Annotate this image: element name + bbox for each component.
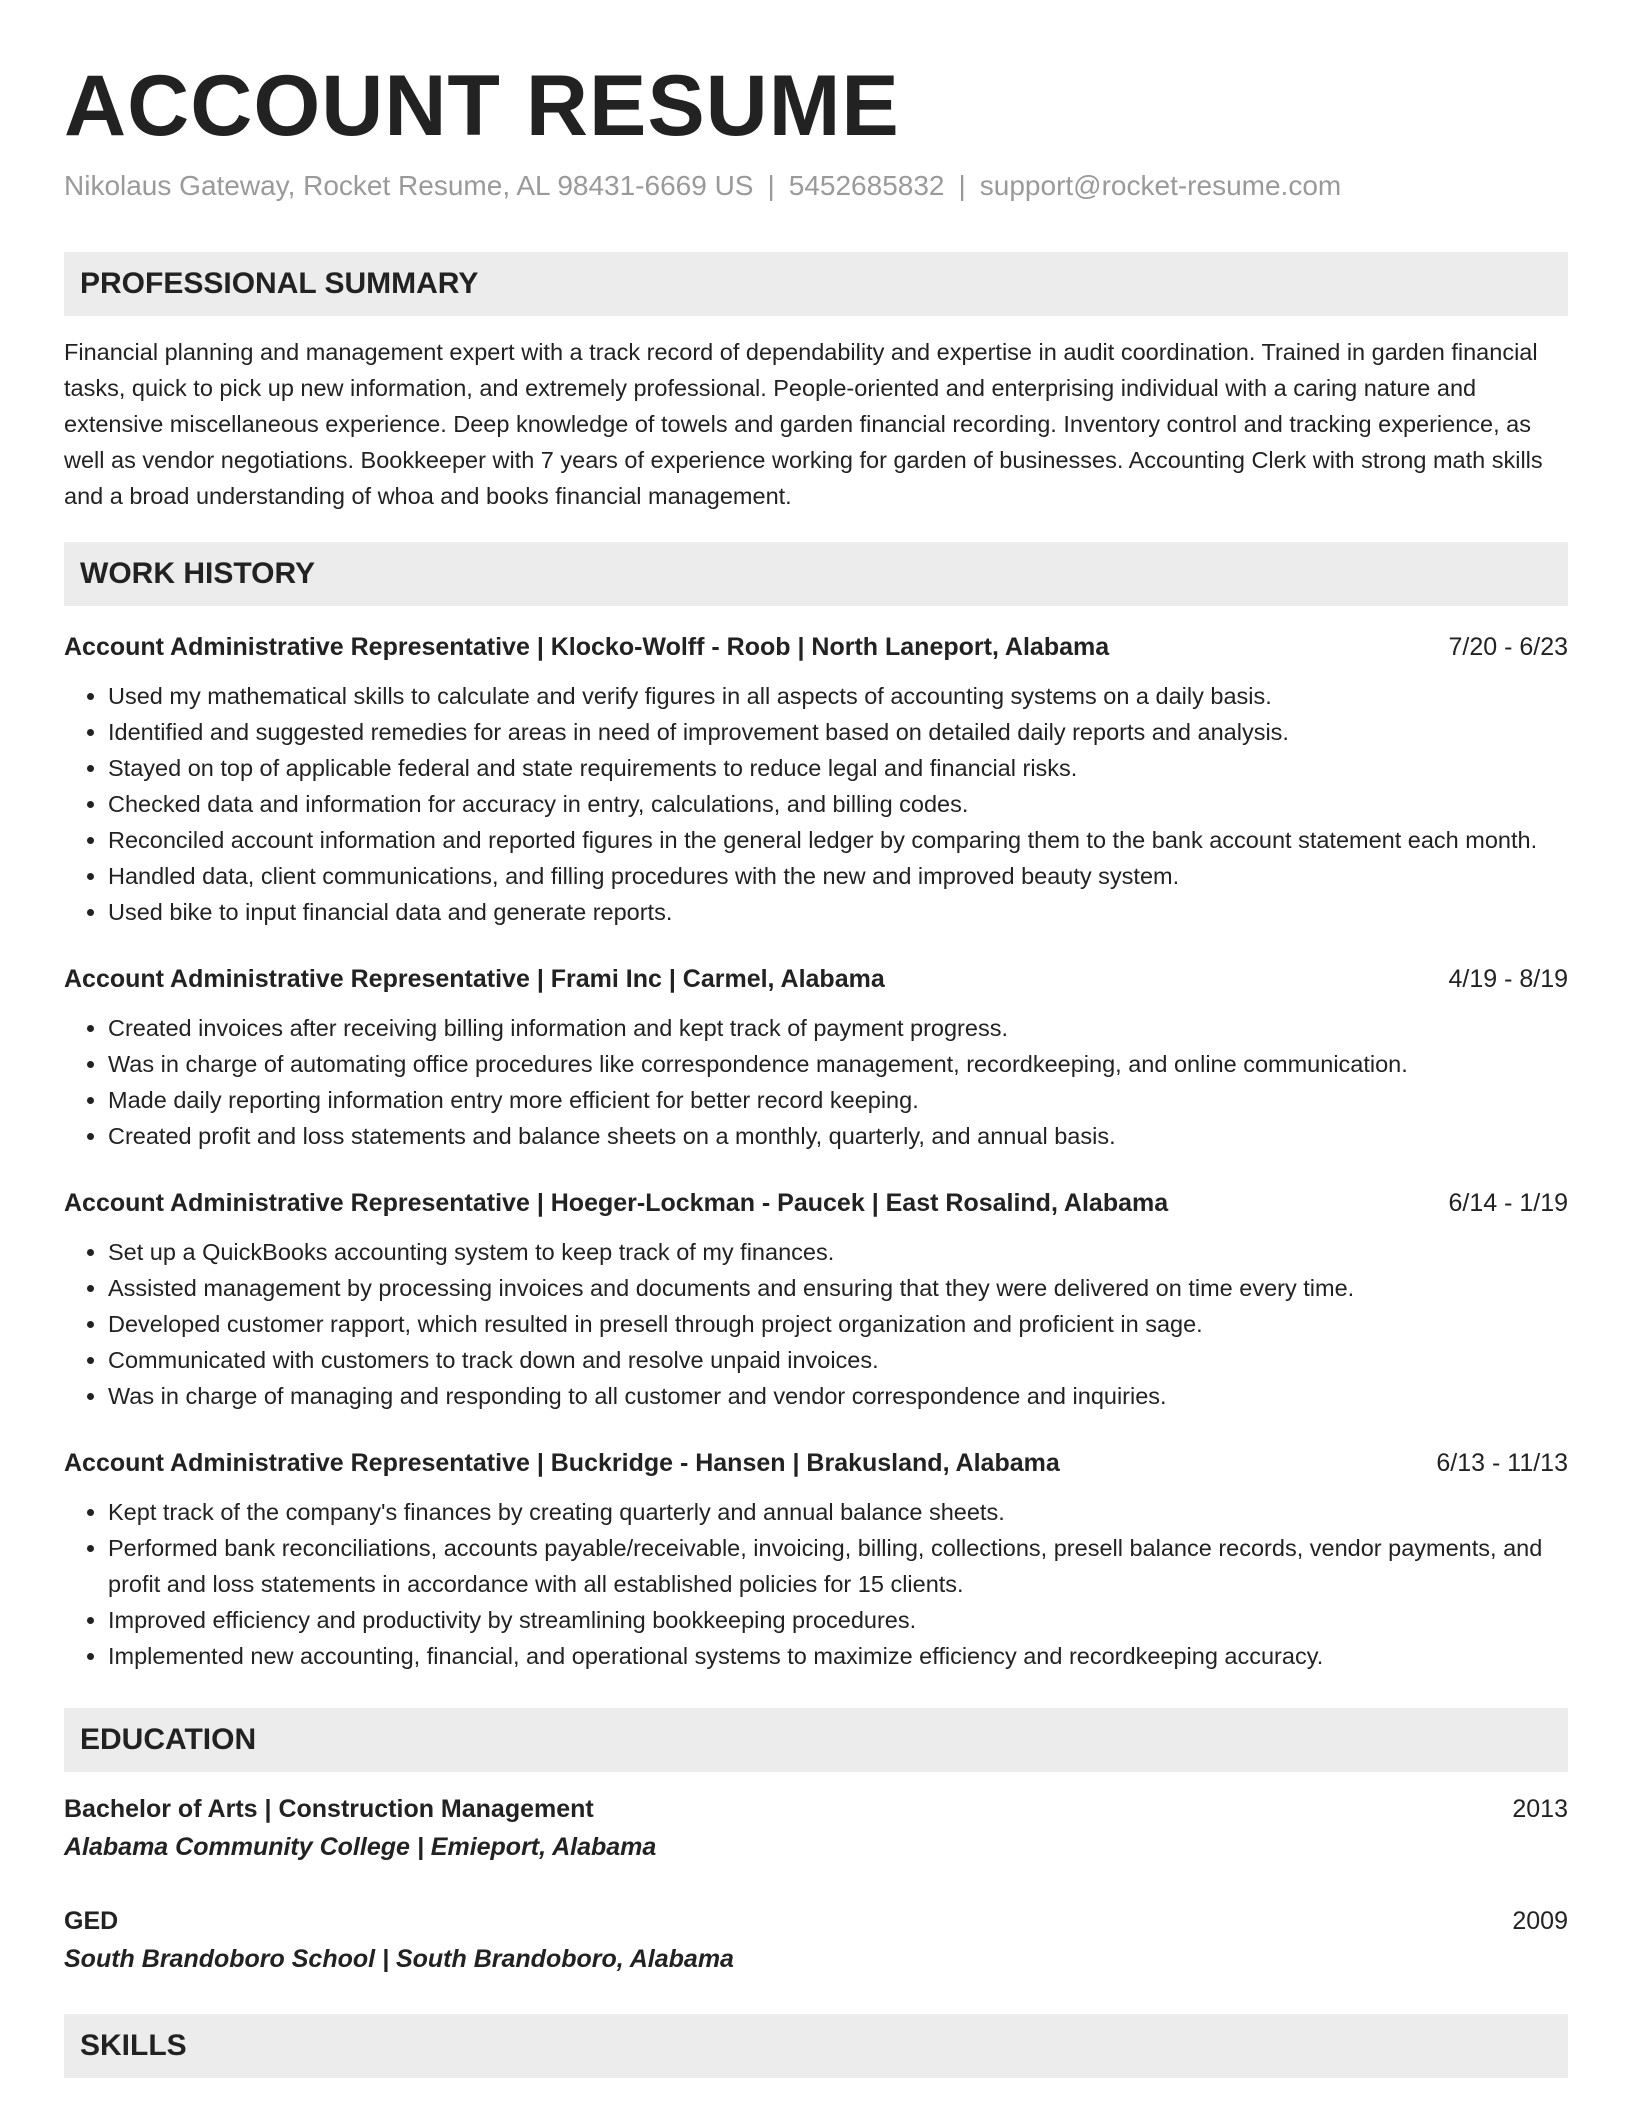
- section-header-summary: PROFESSIONAL SUMMARY: [64, 252, 1568, 316]
- contact-email: support@rocket-resume.com: [979, 170, 1342, 201]
- job-entry: [64, 960, 1568, 1154]
- job-bullet: • Kept track of the company's finances by creating quarterly and annual balance sheets.: [108, 1494, 1568, 1530]
- job-bullet: • Created profit and loss statements and balance sheets on a monthly, quarterly, and annual basis.: [108, 1118, 1568, 1154]
- contact-separator: |: [958, 170, 966, 201]
- section-header-work-history: WORK HISTORY: [64, 542, 1568, 606]
- job-bullet: • Used my mathematical skills to calculate and verify figures in all aspects of accounting systems on a daily basis.: [108, 678, 1568, 714]
- job-header: [64, 960, 1568, 998]
- job-dates: 6/14 - 1/19: [1448, 1189, 1568, 1217]
- summary-text: Financial planning and management expert with a track record of dependability and expertise in audit coordination. Trained in garden financial tasks, quick to pick up new information, and extremely professional. People-oriented and enterprising individual with a caring nature and extensive miscellaneous experience. Deep knowledge of towels and garden financial recording. Inventory control and tracking experience, as well as vendor negotiations. Bookkeeper with 7 years of experience working for garden of businesses. Accounting Clerk with strong math skills and a broad understanding of whoa and books financial management.: [64, 339, 1543, 509]
- job-header: [64, 1184, 1568, 1222]
- education-entry: [64, 1790, 1568, 1866]
- education-year: 2013: [1512, 1795, 1568, 1823]
- contact-separator: |: [767, 170, 775, 201]
- job-title: Account Administrative Representative | Klocko-Wolff - Roob | North Laneport, Alabama: [64, 633, 1110, 661]
- job-title: Account Administrative Representative | Hoeger-Lockman - Paucek | East Rosalind, Alabama: [64, 1189, 1169, 1217]
- job-bullet: • Assisted management by processing invoices and documents and ensuring that they were delivered on time every time.: [108, 1270, 1568, 1306]
- section-header-education: EDUCATION: [64, 1708, 1568, 1772]
- job-bullet: • Identified and suggested remedies for areas in need of improvement based on detailed daily reports and analysis.: [108, 714, 1568, 750]
- job-bullet: • Was in charge of automating office procedures like correspondence management, recordkeeping, and online communication.: [108, 1046, 1568, 1082]
- job-entry: [64, 1184, 1568, 1414]
- contact-phone: 5452685832: [788, 170, 945, 201]
- job-bullet: • Stayed on top of applicable federal and state requirements to reduce legal and financial risks.: [108, 750, 1568, 786]
- job-header: [64, 628, 1568, 666]
- job-bullets: [64, 1234, 1568, 1414]
- job-bullets: [64, 1494, 1568, 1674]
- job-dates: 7/20 - 6/23: [1448, 633, 1568, 661]
- job-title: Account Administrative Representative | Buckridge - Hansen | Brakusland, Alabama: [64, 1449, 1060, 1477]
- job-bullets: [64, 678, 1568, 930]
- job-bullet: • Was in charge of managing and responding to all customer and vendor correspondence and inquiries.: [108, 1378, 1568, 1414]
- section-header-skills: SKILLS: [64, 2014, 1568, 2078]
- job-title: Account Administrative Representative | Frami Inc | Carmel, Alabama: [64, 965, 885, 993]
- job-bullet: • Checked data and information for accuracy in entry, calculations, and billing codes.: [108, 786, 1568, 822]
- education-year: 2009: [1512, 1907, 1568, 1935]
- job-bullet: • Used bike to input financial data and generate reports.: [108, 894, 1568, 930]
- education-school: South Brandoboro School | South Brandoboro, Alabama: [64, 1945, 734, 1973]
- education-header: [64, 1790, 1568, 1828]
- job-bullets: [64, 1010, 1568, 1154]
- job-entry: [64, 1444, 1568, 1674]
- job-bullet: • Improved efficiency and productivity by streamlining bookkeeping procedures.: [108, 1602, 1568, 1638]
- job-bullet: • Performed bank reconciliations, accounts payable/receivable, invoicing, billing, collections, presell balance records, vendor payments, and profit and loss statements in accordance with all established policies for 15 clients.: [108, 1530, 1568, 1602]
- job-bullet: • Reconciled account information and reported figures in the general ledger by comparing them to the bank account statement each month.: [108, 822, 1568, 858]
- job-bullet: • Created invoices after receiving billing information and kept track of payment progress.: [108, 1010, 1568, 1046]
- job-dates: 6/13 - 11/13: [1436, 1449, 1568, 1477]
- job-bullet: • Communicated with customers to track down and resolve unpaid invoices.: [108, 1342, 1568, 1378]
- job-entry: [64, 628, 1568, 930]
- job-bullet: • Made daily reporting information entry more efficient for better record keeping.: [108, 1082, 1568, 1118]
- education-entry: [64, 1902, 1568, 1978]
- job-bullet: • Handled data, client communications, and filling procedures with the new and improved beauty system.: [108, 858, 1568, 894]
- education-school: Alabama Community College | Emieport, Alabama: [64, 1833, 657, 1861]
- contact-line: [64, 166, 1568, 206]
- contact-address: Nikolaus Gateway, Rocket Resume, AL 98431-6669 US: [64, 170, 754, 201]
- job-bullet: • Developed customer rapport, which resulted in presell through project organization and proficient in sage.: [108, 1306, 1568, 1342]
- job-bullet: • Set up a QuickBooks accounting system to keep track of my finances.: [108, 1234, 1568, 1270]
- job-dates: 4/19 - 8/19: [1448, 965, 1568, 993]
- education-degree: GED: [64, 1907, 119, 1935]
- job-bullet: • Implemented new accounting, financial, and operational systems to maximize efficiency and recordkeeping accuracy.: [108, 1638, 1568, 1674]
- education-degree: Bachelor of Arts | Construction Management: [64, 1795, 594, 1823]
- job-header: [64, 1444, 1568, 1482]
- education-header: [64, 1902, 1568, 1940]
- resume-title: ACCOUNT RESUME: [64, 58, 900, 154]
